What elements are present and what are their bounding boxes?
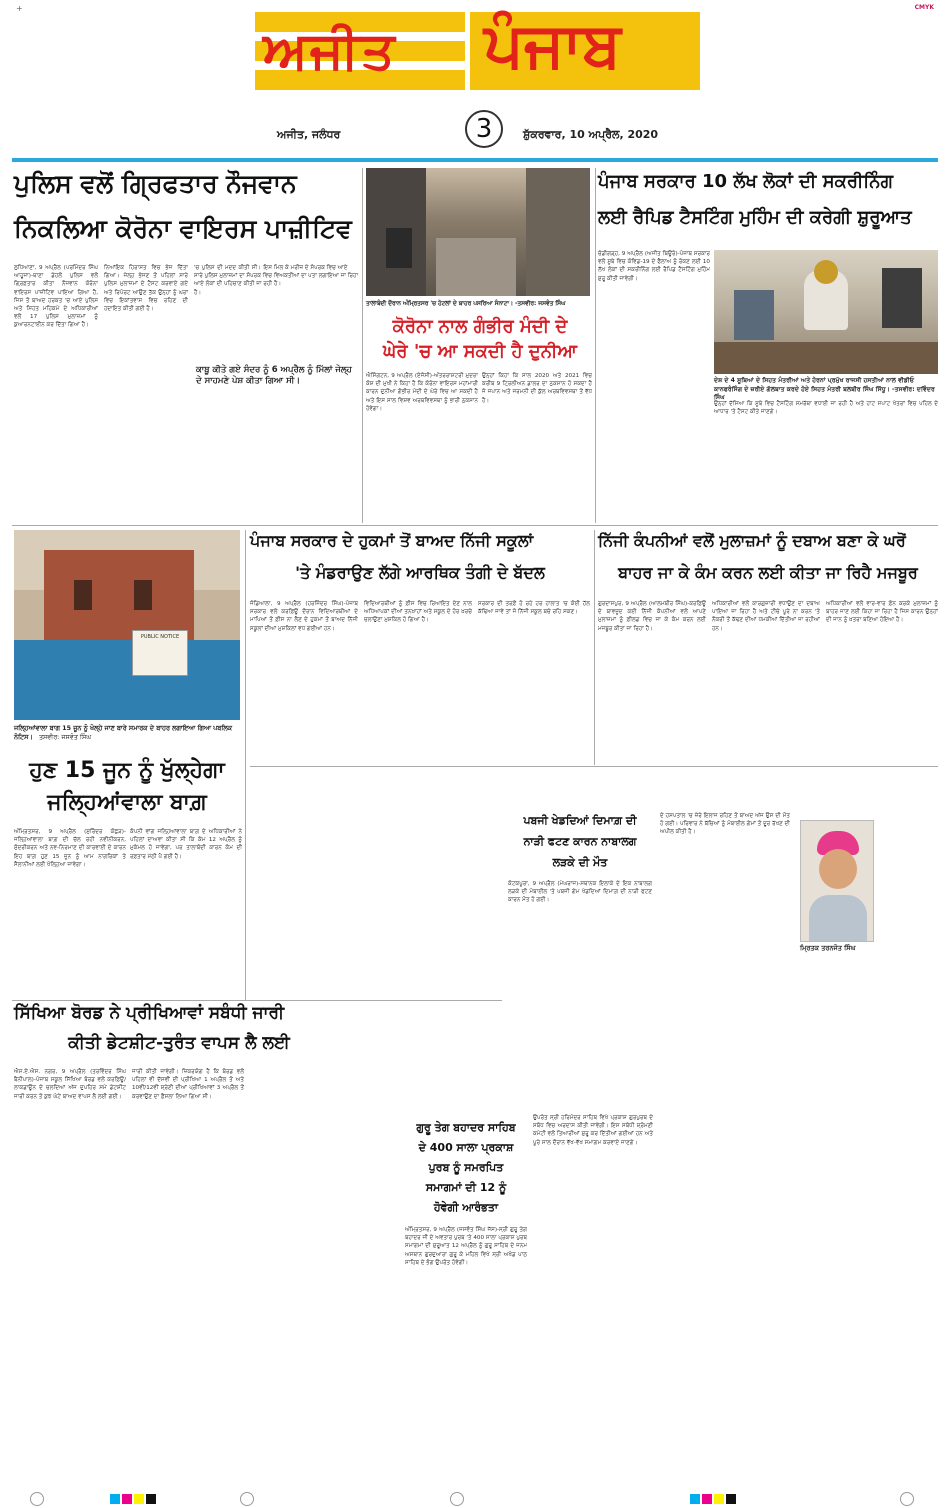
mandi-headline-1: ਕੋਰੋਨਾ ਨਾਲ ਗੰਭੀਰ ਮੰਦੀ ਦੇ: [392, 316, 568, 337]
mandi-headline-2: ਘੇਰੇ 'ਚ ਆ ਸਕਦੀ ਹੈ ਦੁਨੀਆ: [383, 341, 577, 362]
jallianwala-photo: [14, 530, 240, 720]
guru-body-col2: ਉਪਰੰਤ ਸ੍ਰੀ ਹਰਿਮੰਦਰ ਸਾਹਿਬ ਵਿਖੇ ਪ੍ਰਕਾਸ਼ ਗੁਰਪੁਰਬ ਦੇ ਸਬੰਧ ਵਿਚ ਅਰਦਾਸ ਕੀਤੀ ਜਾਵੇਗੀ। ਇਸ ਸਬੰਧੀ ਸ਼੍ਰੋਮਣੀ ਕਮੇਟੀ ਵਲੋਂ ਤਿਆਰੀਆਂ ਸ਼ੁਰੂ ਕਰ ਦਿੱਤੀਆਂ ਗਈਆਂ ਹਨ ਅਤੇ ਪੂਰੇ ਸਾਲ ਦੌਰਾਨ ਵੱਖ-ਵੱਖ ਸਮਾਗਮ ਕਰਵਾਏ ਜਾਣਗੇ।: [533, 1115, 653, 1146]
board-body-col2: ਜਾਰੀ ਕੀਤੀ ਜਾਵੇਗੀ। ਜ਼ਿਕਰਯੋਗ ਹੈ ਕਿ ਬੋਰਡ ਵਲੋਂ ਪਹਿਲਾਂ ਵੀ ਦੱਸਵੀਂ ਦੀ ਪ੍ਰੀਖਿਆ 1 ਅਪ੍ਰੈਲ ਤੋਂ ਅਤੇ 10ਵੀਂ/12ਵੀਂ ਸ਼੍ਰੇਣੀ ਦੀਆਂ ਪ੍ਰੀਖਿਆਵਾਂ 3 ਅਪ੍ਰੈਲ ਤੋਂ ਕਰਵਾਉਣ ਦਾ ਫ਼ੈਸਲਾ ਲਿਆ ਗਿਆ ਸੀ।: [132, 1069, 244, 1100]
boy-headline-1: ਪਬਜੀ ਖੇਡਦਿਆਂ ਦਿਮਾਗ਼ ਦੀ: [523, 814, 637, 827]
boy-headline-3: ਲੜਕੇ ਦੀ ਮੌਤ: [552, 856, 608, 869]
jallianwala-headline-2: ਜਲ੍ਹਿਆਂਵਾਲਾ ਬਾਗ਼: [47, 790, 207, 815]
screening-body-col1: ਚੰਡੀਗੜ੍ਹ, 9 ਅਪ੍ਰੈਲ (ਅਜੀਤ ਬਿਊਰੋ)-ਪੰਜਾਬ ਸਰਕਾਰ ਵਲੋਂ ਸੂਬੇ ਵਿਚ ਕੋਵਿਡ-19 ਦੇ ਫੈਲਾਅ ਨੂੰ ਰੋਕਣ ਲਈ 10 ਲੱਖ ਲੋਕਾਂ ਦੀ ਸਕਰੀਨਿੰਗ ਲਈ ਰੈਪਿਡ ਟੈਸਟਿੰਗ ਮੁਹਿੰਮ ਸ਼ੁਰੂ ਕੀਤੀ ਜਾਵੇਗੀ।: [598, 251, 710, 282]
board-headline-2: ਕੀਤੀ ਡੇਟਸ਼ੀਟ-ਤੁਰੰਤ ਵਾਪਸ ਲੈ ਲਈ: [68, 1033, 290, 1053]
public-notice-board: PUBLIC NOTICE: [132, 630, 188, 676]
mandi-photo-caption: ਤਾਲਾਬੰਦੀ ਦੌਰਾਨ ਅੰਮ੍ਰਿਤਸਰ 'ਚ ਹੋਟਲਾਂ ਦੇ ਬਾਹਰ ਪਸਰਿਆ ਸੰਨਾਟਾ। -ਤਸਵੀਰ: ਜਸਵੰਤ ਸਿੰਘ: [366, 301, 566, 307]
screening-body-col2: ਉਨ੍ਹਾਂ ਦੱਸਿਆ ਕਿ ਸੂਬੇ ਵਿਚ ਟੈਸਟਿੰਗ ਸਮਰੱਥਾ ਵਧਾਈ ਜਾ ਰਹੀ ਹੈ ਅਤੇ ਹਾਟ ਸਪਾਟ ਖੇਤਰਾਂ ਵਿਚ ਪਹਿਲ ਦੇ ਆਧਾਰ 'ਤੇ ਟੈਸਟ ਕੀਤੇ ਜਾਣਗੇ।: [714, 401, 938, 416]
police-body-col5: [196, 440, 356, 516]
police-headline-2: ਨਿਕਲਿਆ ਕੋਰੋਨਾ ਵਾਇਰਸ ਪਾਜ਼ੀਟਿਵ: [14, 214, 352, 243]
companies-headline-1: ਨਿੱਜੀ ਕੰਪਨੀਆਂ ਵਲੋਂ ਮੁਲਾਜ਼ਮਾਂ ਨੂੰ ਦਬਾਅ ਬਣਾ ਕੇ ਘਰੋਂ: [598, 531, 906, 550]
mandi-body-col1: ਐਸਿੰਗਟਨ, 9 ਅਪ੍ਰੈਲ (ਏਜੰਸੀ)-ਅੰਤਰਰਾਸ਼ਟਰੀ ਮੁਦਰਾ ਕੋਸ਼ ਦੀ ਮੁਖੀ ਨੇ ਕਿਹਾ ਹੈ ਕਿ ਕੋਰੋਨਾ ਵਾਇਰਸ ਮਹਾਂਮਾਰੀ ਕਾਰਨ ਦੁਨੀਆ ਗੰਭੀਰ ਮੰਦੀ ਦੇ ਘੇਰੇ ਵਿਚ ਆ ਸਕਦੀ ਹੈ ਅਤੇ ਇਸ ਸਾਲ ਵਿਸ਼ਵ ਅਰਥਵਿਵਸਥਾ ਨੂੰ ਭਾਰੀ ਨੁਕਸਾਨ ਹੋਵੇਗਾ।: [366, 373, 478, 412]
boy-body-col2: ਦੇ ਹਸਪਤਾਲ 'ਚ ਜ਼ੇਰੇ ਇਲਾਜ ਰਹਿਣ ਤੋਂ ਬਾਅਦ ਅੱਜ ਉਸ ਦੀ ਮੌਤ ਹੋ ਗਈ। ਪਰਿਵਾਰ ਨੇ ਬੱਚਿਆਂ ਨੂੰ ਮੋਬਾਈਲ ਗੇਮਾਂ ਤੋਂ ਦੂਰ ਰੱਖਣ ਦੀ ਅਪੀਲ ਕੀਤੀ ਹੈ।: [660, 813, 790, 836]
schools-body-col3: ਸਰਕਾਰ ਦੀ ਤਰਫ਼ੋਂ ਹੋ ਰਹੇ ਹਰ ਹਾਲਾਤ 'ਚ ਕੋਈ ਹੱਲ ਕੱਢਿਆ ਜਾਵੇ ਤਾਂ ਜੋ ਨਿੱਜੀ ਸਕੂਲ ਬਚੇ ਰਹਿ ਸਕਣ।: [478, 601, 590, 616]
screening-photo-caption: ਦੇਸ਼ ਦੇ 4 ਸੂਬਿਆਂ ਦੇ ਸਿਹਤ ਮੰਤਰੀਆਂ ਅਤੇ ਹੋਰਨਾਂ ਪ੍ਰਮੁੱਖ ਰਾਜਸੀ ਹਸਤੀਆਂ ਨਾਲ ਵੀਡੀਓ ਕਾਨਫਰੰਸਿੰਗ ਦੇ ਜ਼ਰੀਏ ਗੱਲਬਾਤ ਕਰਦੇ ਹੋਏ ਸਿਹਤ ਮੰਤਰੀ ਬਲਬੀਰ ਸਿੰਘ ਸਿੱਧੂ। -ਤਸਵੀਰ: ਦਵਿੰਦਰ ਸਿੰਘ: [714, 377, 935, 402]
screening-body-col1b: [598, 424, 710, 522]
companies-headline-2: ਬਾਹਰ ਜਾ ਕੇ ਕੰਮ ਕਰਨ ਲਈ ਕੀਤਾ ਜਾ ਰਿਹੈ ਮਜਬੂਰ: [618, 563, 918, 582]
masthead-city: ਅਜੀਤ, ਜਲੰਧਰ: [277, 128, 341, 141]
masthead: [255, 0, 700, 145]
masthead-right-band: [470, 8, 700, 90]
cmyk-mark: CMYK: [914, 4, 934, 11]
screening-headline-2: ਲਈ ਰੈਪਿਡ ਟੈਸਟਿੰਗ ਮੁਹਿੰਮ ਦੀ ਕਰੇਗੀ ਸ਼ੁਰੂਆਤ: [598, 207, 912, 228]
companies-body-col1: ਗੁਰਦਾਸਪੁਰ, 9 ਅਪ੍ਰੈਲ (ਆਲਮਬੀਰ ਸਿੰਘ)-ਕਰਫ਼ਿਊ ਦੇ ਬਾਵਜੂਦ ਕਈ ਨਿੱਜੀ ਕੰਪਨੀਆਂ ਵਲੋਂ ਆਪਣੇ ਮੁਲਾਜ਼ਮਾਂ ਨੂੰ ਫ਼ੀਲਡ ਵਿਚ ਜਾ ਕੇ ਕੰਮ ਕਰਨ ਲਈ ਮਜਬੂਰ ਕੀਤਾ ਜਾ ਰਿਹਾ ਹੈ।: [598, 601, 706, 632]
boy-photo: [800, 820, 874, 942]
companies-body-col3: ਅਧਿਕਾਰੀਆਂ ਵਲੋਂ ਵਾਰ-ਵਾਰ ਫ਼ੋਨ ਕਰਕੇ ਮੁਲਾਜ਼ਮਾਂ ਨੂੰ ਬਾਹਰ ਜਾਣ ਲਈ ਕਿਹਾ ਜਾ ਰਿਹਾ ਹੈ ਜਿਸ ਕਾਰਨ ਉਨ੍ਹਾਂ ਦੀ ਜਾਨ ਨੂੰ ਖ਼ਤਰਾ ਬਣਿਆ ਹੋਇਆ ਹੈ।: [826, 601, 938, 624]
boy-photo-caption: ਮ੍ਰਿਤਕ ਤਰਨਜੋਤ ਸਿੰਘ: [800, 944, 856, 952]
companies-body-col2: ਅਧਿਕਾਰੀਆਂ ਵਲੋਂ ਕਾਰਗੁਜ਼ਾਰੀ ਵਧਾਉਣ ਦਾ ਦਬਾਅ ਪਾਇਆ ਜਾ ਰਿਹਾ ਹੈ ਅਤੇ ਟੀਚੇ ਪੂਰੇ ਨਾ ਕਰਨ 'ਤੇ ਨੌਕਰੀ ਤੋਂ ਕੱਢਣ ਦੀਆਂ ਧਮਕੀਆਂ ਦਿੱਤੀਆਂ ਜਾ ਰਹੀਆਂ ਹਨ।: [712, 601, 820, 632]
jallianwala-photo-credit: ਤਸਵੀਰ: ਜਸਵੰਤ ਸਿੰਘ: [38, 733, 91, 741]
guru-headline-5: ਹੋਵੇਗੀ ਆਰੰਭਤਾ: [433, 1201, 499, 1214]
guru-headline-1: ਗੁਰੂ ਤੇਗ ਬਹਾਦਰ ਸਾਹਿਬ: [416, 1121, 516, 1134]
police-headline-1: ਪੁਲਿਸ ਵਲੋਂ ਗ੍ਰਿਫਤਾਰ ਨੌਜਵਾਨ: [14, 169, 297, 198]
boy-headline-2: ਨਾੜੀ ਫਟਣ ਕਾਰਨ ਨਾਬਾਲਗ: [523, 835, 637, 848]
header-rule: [12, 158, 938, 162]
mandi-body-col2: ਉਨ੍ਹਾਂ ਕਿਹਾ ਕਿ ਸਾਲ 2020 ਅਤੇ 2021 ਵਿਚ ਕਰੀਬ 9 ਟ੍ਰਿਲੀਅਨ ਡਾਲਰ ਦਾ ਨੁਕਸਾਨ ਹੋ ਸਕਦਾ ਹੈ ਜੋ ਜਪਾਨ ਅਤੇ ਜਰਮਨੀ ਦੀ ਕੁੱਲ ਅਰਥਵਿਵਸਥਾ ਤੋਂ ਵੱਧ ਹੈ।: [482, 373, 592, 404]
police-subhead: ਕਾਬੂ ਕੀਤੇ ਗਏ ਸੰਦਰ ਨੂੰ 6 ਅਪ੍ਰੈਲ ਨੂੰ ਮਿੱਲਾਂ ਜੇਲ੍ਹ ਦੇ ਸਾਹਮਣੇ ਪੇਸ਼ ਕੀਤਾ ਗਿਆ ਸੀ।: [196, 365, 352, 386]
registration-mark: +: [16, 4, 23, 13]
police-body-col1: ਲੁਧਿਆਣਾ, 9 ਅਪ੍ਰੈਲ (ਪਰਮਿੰਦਰ ਸਿੰਘ ਆਹੂਜਾ)-ਥਾਣਾ ਡੇਹਲੋਂ ਪੁਲਿਸ ਵਲੋਂ ਗ੍ਰਿਫ਼ਤਾਰ ਕੀਤਾ ਨੌਜਵਾਨ ਕੋਰੋਨਾ ਵਾਇਰਸ ਪਾਜ਼ੀਟਿਵ ਪਾਇਆ ਗਿਆ ਹੈ, ਜਿਸ ਤੋਂ ਬਾਅਦ ਹਰਕਤ 'ਚ ਆਏ ਪੁਲਿਸ ਅਤੇ ਸਿਹਤ ਮਹਿਕਮੇ ਦੇ ਅਧਿਕਾਰੀਆਂ ਵਲੋਂ 17 ਪੁਲਿਸ ਮੁਲਾਜ਼ਮਾਂ ਨੂੰ ਕੁਆਰਨਟਾਈਨ ਕਰ ਦਿੱਤਾ ਗਿਆ ਹੈ।: [14, 265, 98, 329]
schools-body-col2: ਵਿਦਿਆਰਥੀਆਂ ਨੂੰ ਫ਼ੀਸ ਵਿਚ ਰਿਆਇਤ ਦੇਣ ਨਾਲ ਅਧਿਆਪਕਾਂ ਦੀਆਂ ਤਨਖ਼ਾਹਾਂ ਅਤੇ ਸਕੂਲ ਦੇ ਹੋਰ ਖ਼ਰਚੇ ਚਲਾਉਣਾ ਮੁਸ਼ਕਿਲ ਹੋ ਗਿਆ ਹੈ।: [364, 601, 472, 624]
guru-headline-4: ਸਮਾਗਮਾਂ ਦੀ 12 ਨੂੰ: [425, 1181, 507, 1194]
masthead-date: ਸ਼ੁੱਕਰਵਾਰ, 10 ਅਪ੍ਰੈਲ, 2020: [523, 128, 659, 141]
page-number: 3: [465, 110, 503, 148]
guru-headline-3: ਪੁਰਬ ਨੂੰ ਸਮਰਪਿਤ: [428, 1161, 504, 1174]
screening-headline-1: ਪੰਜਾਬ ਸਰਕਾਰ 10 ਲੱਖ ਲੋਕਾਂ ਦੀ ਸਕਰੀਨਿੰਗ: [598, 171, 893, 192]
masthead-title-right: ਪੰਜਾਬ: [484, 8, 621, 81]
meeting-photo: [714, 250, 938, 374]
masthead-left-band: [255, 12, 465, 90]
schools-body-col1: ਜੰਡਿਆਲਾ, 9 ਅਪ੍ਰੈਲ (ਹਰਜਿੰਦਰ ਸਿੰਘ)-ਪੰਜਾਬ ਸਰਕਾਰ ਵਲੋਂ ਕਰਫ਼ਿਊ ਦੌਰਾਨ ਵਿਦਿਆਰਥੀਆਂ ਦੇ ਮਾਪਿਆਂ ਤੋਂ ਫ਼ੀਸ ਨਾ ਲੈਣ ਦੇ ਹੁਕਮਾਂ ਤੋਂ ਬਾਅਦ ਨਿੱਜੀ ਸਕੂਲਾਂ ਦੀਆਂ ਮੁਸ਼ਕਿਲਾਂ ਵਧ ਗਈਆਂ ਹਨ।: [250, 601, 358, 632]
jallianwala-body-col1: ਅੰਮ੍ਰਿਤਸਰ, 9 ਅਪ੍ਰੈਲ (ਸੁਰਿੰਦਰ ਕੋਛੜ)-ਜਲ੍ਹਿਆਂਵਾਲਾ ਬਾਗ਼ ਦੀ ਚੱਲ ਰਹੀ ਨਵੀਨੀਕਰਨ, ਸੁੰਦਰੀਕਰਨ ਅਤੇ ਨਵ-ਨਿਰਮਾਣ ਦੀ ਕਾਰਵਾਈ ਦੇ ਕਾਰਨ ਇਹ ਬਾਗ਼ ਹੁਣ 15 ਜੂਨ ਨੂੰ ਆਮ ਨਾਗਰਿਕਾਂ ਤੇ ਸੈਲਾਨੀਆਂ ਲਈ ਖੋਲ੍ਹਿਆ ਜਾਵੇਗਾ।: [14, 829, 126, 868]
jallianwala-headline-1: ਹੁਣ 15 ਜੂਨ ਨੂੰ ਖੁੱਲ੍ਹੇਗਾ: [29, 758, 225, 783]
guru-body-col1: ਅੰਮ੍ਰਿਤਸਰ, 9 ਅਪ੍ਰੈਲ (ਜਸਵੰਤ ਸਿੰਘ ਜੱਸ)-ਸ੍ਰੀ ਗੁਰੂ ਤੇਗ ਬਹਾਦਰ ਜੀ ਦੇ ਅਵਤਾਰ ਪੁਰਬ 'ਤੇ 400 ਸਾਲਾ ਪ੍ਰਕਾਸ਼ ਪੁਰਬ ਸਮਾਗਮਾਂ ਦੀ ਸ਼ੁਰੂਆਤ 12 ਅਪ੍ਰੈਲ ਨੂੰ ਗੁਰੂ ਸਾਹਿਬ ਦੇ ਜਨਮ ਅਸਥਾਨ ਗੁਰਦੁਆਰਾ ਗੁਰੂ ਕੇ ਮਹਿਲ ਵਿਖੇ ਸ੍ਰੀ ਅਖੰਡ ਪਾਠ ਸਾਹਿਬ ਦੇ ਭੋਗ ਉਪਰੰਤ ਹੋਵੇਗੀ।: [405, 1227, 527, 1266]
jallianwala-body-col2: ਕੰਪਨੀ ਵਾਂਗ ਜਲ੍ਹਿਆਂਵਾਲਾ ਬਾਗ਼ ਦੇ ਅਧਿਕਾਰੀਆਂ ਨੇ ਪਹਿਲਾਂ ਦਾਅਵਾ ਕੀਤਾ ਸੀ ਕਿ ਕੰਮ 12 ਅਪ੍ਰੈਲ ਨੂੰ ਮੁਕੰਮਲ ਹੋ ਜਾਵੇਗਾ, ਪਰ ਤਾਲਾਬੰਦੀ ਕਾਰਨ ਕੰਮ ਦੀ ਰਫ਼ਤਾਰ ਮੱਠੀ ਪੈ ਗਈ ਹੈ।: [130, 829, 242, 860]
masthead-title-left: ਅਜੀਤ: [263, 20, 397, 81]
police-body-col4: ਮਿਲ ਕੇ ਮਰੀਜ਼ ਦੇ ਸੰਪਰਕ ਵਿਚ ਆਏ ਵਿਅਕਤੀਆਂ ਦਾ ਪਤਾ ਲਗਾਇਆ ਜਾ ਰਿਹਾ ਹੈ।: [274, 265, 359, 288]
boy-body-col1: ਕੋਟਕਪੂਰਾ, 9 ਅਪ੍ਰੈਲ (ਮੇਘਰਾਜ)-ਸਥਾਨਕ ਇਲਾਕੇ ਦੇ ਇਕ ਨਾਬਾਲਗ ਲੜਕੇ ਦੀ ਮੋਬਾਈਲ 'ਤੇ ਪਬਜੀ ਗੇਮ ਖੇਡਦਿਆਂ ਦਿਮਾਗ਼ ਦੀ ਨਾੜੀ ਫਟਣ ਕਾਰਨ ਮੌਤ ਹੋ ਗਈ।: [508, 881, 652, 904]
street-photo: [366, 168, 590, 296]
police-body-col3: 'ਚ ਪੁਲਿਸ ਦੀ ਮਦਦ ਕੀਤੀ ਸੀ। ਇਸ ਸਾਰੇ ਪੁਲਿਸ ਮੁਲਾਜ਼ਮਾਂ ਦਾ ਸੰਪਰਕ ਵਿਚ ਆਏ ਲੋਕਾਂ ਦੀ ਪਹਿਚਾਣ ਕੀਤੀ ਜਾ ਰਹੀ ਹੈ।: [194, 265, 272, 296]
schools-headline-1: ਪੰਜਾਬ ਸਰਕਾਰ ਦੇ ਹੁਕਮਾਂ ਤੋਂ ਬਾਅਦ ਨਿੱਜੀ ਸਕੂਲਾਂ: [250, 531, 534, 550]
jallianwala-photo-caption: ਜਲ੍ਹਿਆਂਵਾਲਾ ਬਾਗ 15 ਜੂਨ ਨੂੰ ਖੋਲ੍ਹੇ ਜਾਣ ਬਾਰੇ ਸਮਾਰਕ ਦੇ ਬਾਹਰ ਲਗਾਇਆ ਗਿਆ ਪਬਲਿਕ ਨੋਟਿਸ। ਤਸਵੀਰ: ਜਸਵੰਤ ਸਿੰਘ: [14, 724, 233, 741]
color-bar: [0, 1490, 950, 1508]
police-body-col2: ਨਿਆਂਇਕ ਹਿਰਾਸਤ ਵਿਚ ਭੇਜ ਦਿੱਤਾ ਗਿਆ। ਜੇਲ੍ਹ ਭੇਜਣ ਤੋਂ ਪਹਿਲਾਂ ਸਾਰੇ ਪੁਲਿਸ ਮੁਲਾਜ਼ਮਾਂ ਦੇ ਟੈਸਟ ਕਰਵਾਏ ਗਏ ਅਤੇ ਰਿਪੋਰਟ ਆਉਣ ਤੱਕ ਉਨ੍ਹਾਂ ਨੂੰ ਘਰਾਂ ਵਿਚ ਇਕਾਂਤਵਾਸ ਵਿਚ ਰਹਿਣ ਦੀ ਹਦਾਇਤ ਕੀਤੀ ਗਈ ਹੈ।: [104, 265, 188, 313]
board-body-col1: ਐਸ.ਏ.ਐਸ. ਨਗਰ, 9 ਅਪ੍ਰੈਲ (ਤਰਵਿੰਦਰ ਸਿੰਘ ਬੈਨੀਪਾਲ)-ਪੰਜਾਬ ਸਕੂਲ ਸਿੱਖਿਆ ਬੋਰਡ ਵਲੋਂ ਕਰਫ਼ਿਊ/ਲਾਕਡਾਊਨ ਦੇ ਚਲਦਿਆਂ ਅੱਜ ਦੁਪਹਿਰ ਸਮੇਂ ਡੇਟਸ਼ੀਟ ਜਾਰੀ ਕਰਨ ਤੋਂ ਕੁਝ ਘੰਟੇ ਬਾਅਦ ਵਾਪਸ ਲੈ ਲਈ ਗਈ।: [14, 1069, 126, 1100]
board-headline-1: ਸਿੱਖਿਆ ਬੋਰਡ ਨੇ ਪ੍ਰੀਖਿਆਵਾਂ ਸਬੰਧੀ ਜਾਰੀ: [14, 1003, 285, 1023]
guru-headline-2: ਦੇ 400 ਸਾਲਾ ਪ੍ਰਕਾਸ਼: [418, 1141, 514, 1154]
schools-headline-2: 'ਤੇ ਮੰਡਰਾਉਣ ਲੱਗੇ ਆਰਥਿਕ ਤੰਗੀ ਦੇ ਬੱਦਲ: [295, 563, 545, 582]
